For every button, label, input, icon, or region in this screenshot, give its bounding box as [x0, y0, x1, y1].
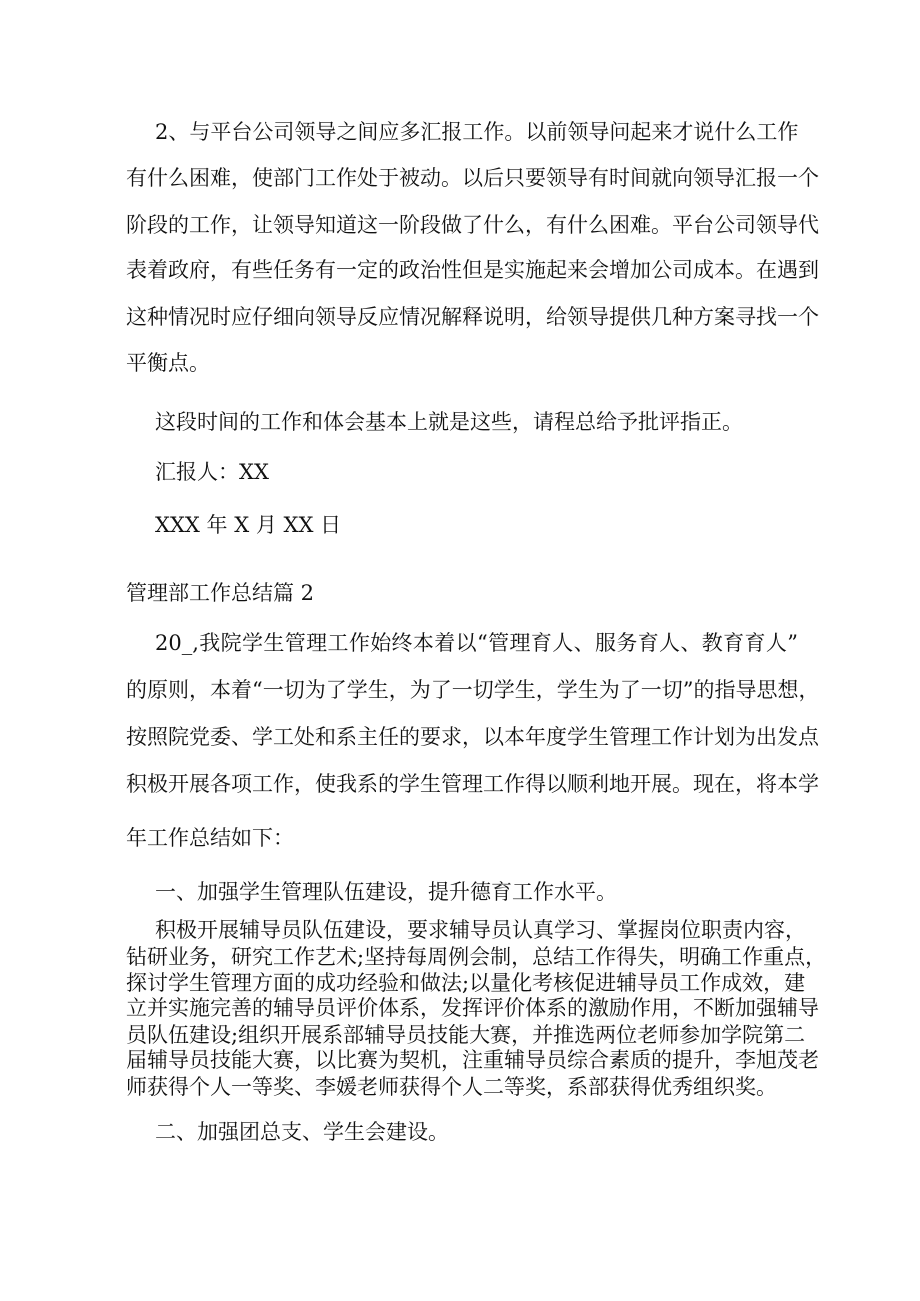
- paragraph-line: 积极开展辅导员队伍建设，要求辅导员认真学习、掌握岗位职责内容，: [155, 918, 806, 942]
- paragraph-line: 按照院党委、学工处和系主任的要求，以本年度学生管理工作计划为出发点: [126, 725, 819, 749]
- closing-text: 这段时间的工作和体会基本上就是这些，请程总给予批评指正。: [155, 410, 743, 434]
- paragraph-line: 2、与平台公司领导之间应多汇报工作。以前领导问起来才说什么工作: [155, 120, 799, 144]
- paragraph-line: 的原则，本着“一切为了学生，为了一切学生，学生为了一切”的指导思想，: [126, 678, 820, 702]
- paragraph-line: 员队伍建设;组织开展系部辅导员技能大赛，并推选两位老师参加学院第二: [126, 1023, 806, 1047]
- section-title: 管理部工作总结篇 2: [126, 581, 315, 605]
- paragraph-line: 表着政府，有些任务有一定的政治性但是实施起来会增加公司成本。在遇到: [126, 258, 819, 282]
- heading-1: 一、加强学生管理队伍建设，提升德育工作水平。: [155, 880, 617, 904]
- paragraph-line: 师获得个人一等奖、李媛老师获得个人二等奖，系部获得优秀组织奖。: [126, 1075, 777, 1099]
- paragraph-line: 阶段的工作，让领导知道这一阶段做了什么，有什么困难。平台公司领导代: [126, 213, 819, 237]
- paragraph-line: 立并实施完善的辅导员评价体系，发挥评价体系的激励作用，不断加强辅导: [126, 996, 819, 1020]
- paragraph-line: 这种情况时应仔细向领导反应情况解释说明，给领导提供几种方案寻找一个: [126, 305, 819, 329]
- paragraph-line: 平衡点。: [126, 351, 210, 375]
- paragraph-line: 届辅导员技能大赛，以比赛为契机，注重辅导员综合素质的提升，李旭茂老: [126, 1048, 819, 1072]
- paragraph-line: 20_,我院学生管理工作始终本着以“管理育人、服务育人、教育育人”: [155, 631, 798, 655]
- paragraph-line: 探讨学生管理方面的成功经验和做法;以量化考核促进辅导员工作成效，建: [126, 971, 806, 995]
- paragraph-line: 积极开展各项工作，使我系的学生管理工作得以顺利地开展。现在，将本学: [126, 772, 819, 796]
- heading-2: 二、加强团总支、学生会建设。: [155, 1120, 449, 1144]
- paragraph-line: 钻研业务，研究工作艺术;坚持每周例会制，总结工作得失，明确工作重点，: [126, 945, 827, 969]
- reporter-line: 汇报人：XX: [155, 460, 269, 484]
- paragraph-line: 有什么困难，使部门工作处于被动。以后只要领导有时间就向领导汇报一个: [126, 166, 819, 190]
- date-line: XXX 年 X 月 XX 日: [155, 513, 342, 537]
- paragraph-line: 年工作总结如下：: [126, 826, 294, 850]
